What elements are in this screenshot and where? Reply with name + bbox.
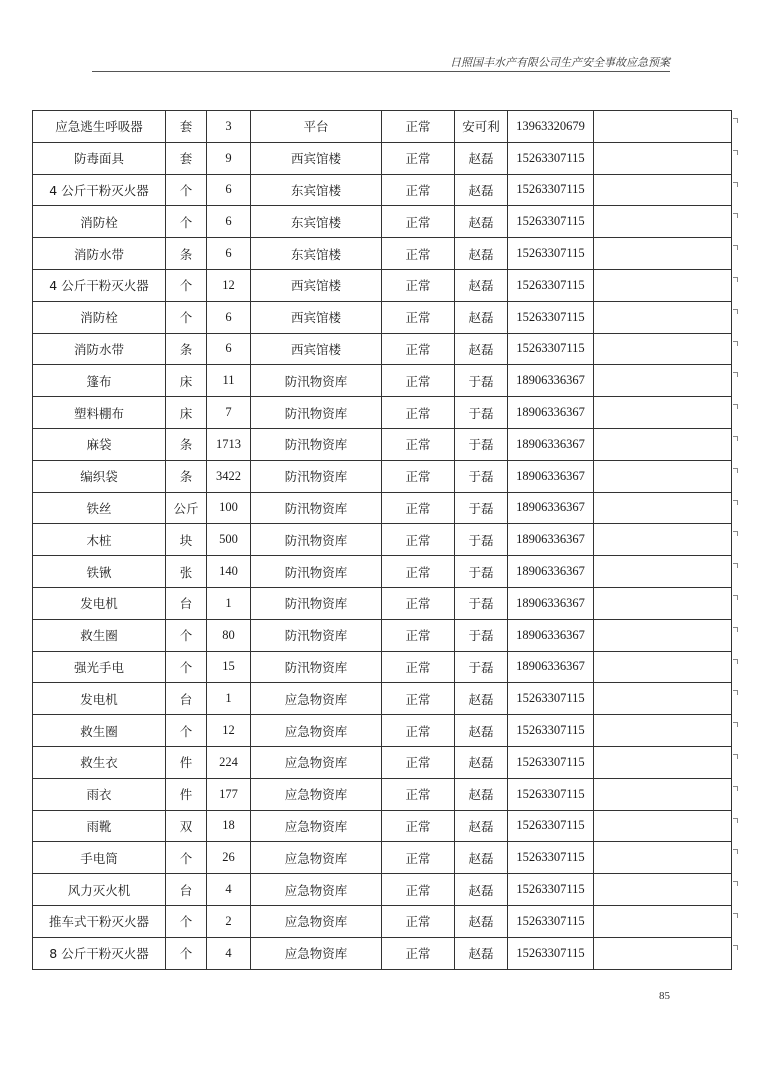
unit-cell: 条	[166, 238, 207, 270]
row-edge-mark	[733, 595, 738, 600]
item-name-cell: 篷布	[33, 365, 166, 397]
responsible-person-cell: 赵磊	[455, 905, 508, 937]
row-edge-mark	[733, 372, 738, 377]
quantity-cell: 1	[207, 683, 251, 715]
status-cell: 正常	[382, 715, 455, 747]
responsible-person-cell: 赵磊	[455, 142, 508, 174]
status-cell: 正常	[382, 524, 455, 556]
status-cell: 正常	[382, 905, 455, 937]
location-cell: 应急物资库	[251, 905, 382, 937]
table-row	[33, 492, 732, 524]
location-cell: 应急物资库	[251, 778, 382, 810]
page-number: 85	[659, 990, 670, 1002]
quantity-cell: 3	[207, 111, 251, 143]
unit-cell: 个	[166, 269, 207, 301]
item-name-cell: 雨靴	[33, 810, 166, 842]
table-row	[33, 142, 732, 174]
unit-cell: 张	[166, 556, 207, 588]
remark-cell	[594, 333, 732, 365]
unit-cell: 块	[166, 524, 207, 556]
quantity-cell: 1713	[207, 428, 251, 460]
unit-cell: 个	[166, 651, 207, 683]
row-edge-mark	[733, 436, 738, 441]
item-name-cell: 雨衣	[33, 778, 166, 810]
table-row	[33, 556, 732, 588]
unit-cell: 台	[166, 587, 207, 619]
status-cell: 正常	[382, 619, 455, 651]
phone-cell: 18906336367	[508, 397, 594, 429]
unit-cell: 件	[166, 746, 207, 778]
table-row	[33, 460, 732, 492]
quantity-cell: 7	[207, 397, 251, 429]
item-name-cell: 8 公斤干粉灭火器	[33, 937, 166, 969]
phone-cell: 15263307115	[508, 174, 594, 206]
location-cell: 西宾馆楼	[251, 269, 382, 301]
row-edge-mark	[733, 277, 738, 282]
row-edge-mark	[733, 118, 738, 123]
remark-cell	[594, 556, 732, 588]
table-row	[33, 937, 732, 969]
table-row	[33, 810, 732, 842]
phone-cell: 15263307115	[508, 905, 594, 937]
phone-cell: 15263307115	[508, 778, 594, 810]
responsible-person-cell: 赵磊	[455, 301, 508, 333]
remark-cell	[594, 365, 732, 397]
phone-cell: 18906336367	[508, 365, 594, 397]
item-name-cell: 风力灭火机	[33, 874, 166, 906]
table-row	[33, 746, 732, 778]
quantity-cell: 3422	[207, 460, 251, 492]
item-name-cell: 木桩	[33, 524, 166, 556]
responsible-person-cell: 赵磊	[455, 683, 508, 715]
phone-cell: 15263307115	[508, 810, 594, 842]
status-cell: 正常	[382, 365, 455, 397]
location-cell: 应急物资库	[251, 810, 382, 842]
unit-cell: 公斤	[166, 492, 207, 524]
phone-cell: 15263307115	[508, 301, 594, 333]
remark-cell	[594, 428, 732, 460]
remark-cell	[594, 301, 732, 333]
item-name-cell: 消防栓	[33, 301, 166, 333]
location-cell: 防汛物资库	[251, 460, 382, 492]
item-name-cell: 铁锹	[33, 556, 166, 588]
quantity-cell: 6	[207, 206, 251, 238]
quantity-cell: 140	[207, 556, 251, 588]
row-edge-mark	[733, 818, 738, 823]
unit-cell: 套	[166, 111, 207, 143]
remark-cell	[594, 746, 732, 778]
row-edge-mark	[733, 213, 738, 218]
quantity-cell: 26	[207, 842, 251, 874]
status-cell: 正常	[382, 746, 455, 778]
item-name-cell: 4 公斤干粉灭火器	[33, 269, 166, 301]
table-row	[33, 651, 732, 683]
row-edge-mark	[733, 309, 738, 314]
table-row	[33, 587, 732, 619]
remark-cell	[594, 142, 732, 174]
row-edge-mark	[733, 500, 738, 505]
status-cell: 正常	[382, 174, 455, 206]
status-cell: 正常	[382, 460, 455, 492]
location-cell: 防汛物资库	[251, 397, 382, 429]
row-edge-mark	[733, 913, 738, 918]
item-name-cell: 救生衣	[33, 746, 166, 778]
status-cell: 正常	[382, 492, 455, 524]
responsible-person-cell: 于磊	[455, 556, 508, 588]
remark-cell	[594, 492, 732, 524]
location-cell: 西宾馆楼	[251, 142, 382, 174]
phone-cell: 15263307115	[508, 142, 594, 174]
header-rule	[92, 71, 670, 72]
unit-cell: 个	[166, 842, 207, 874]
phone-cell: 15263307115	[508, 206, 594, 238]
phone-cell: 18906336367	[508, 556, 594, 588]
unit-cell: 个	[166, 905, 207, 937]
quantity-cell: 18	[207, 810, 251, 842]
row-edge-mark	[733, 627, 738, 632]
row-edge-mark	[733, 563, 738, 568]
item-name-cell: 推车式干粉灭火器	[33, 905, 166, 937]
unit-cell: 个	[166, 619, 207, 651]
row-edge-mark	[733, 945, 738, 950]
remark-cell	[594, 715, 732, 747]
table-row	[33, 269, 732, 301]
unit-cell: 双	[166, 810, 207, 842]
table-row	[33, 715, 732, 747]
item-name-cell: 防毒面具	[33, 142, 166, 174]
responsible-person-cell: 于磊	[455, 428, 508, 460]
table-row	[33, 301, 732, 333]
status-cell: 正常	[382, 937, 455, 969]
item-name-cell: 铁丝	[33, 492, 166, 524]
responsible-person-cell: 安可利	[455, 111, 508, 143]
responsible-person-cell: 赵磊	[455, 937, 508, 969]
phone-cell: 18906336367	[508, 524, 594, 556]
unit-cell: 床	[166, 365, 207, 397]
remark-cell	[594, 778, 732, 810]
location-cell: 防汛物资库	[251, 556, 382, 588]
phone-cell: 18906336367	[508, 651, 594, 683]
phone-cell: 15263307115	[508, 238, 594, 270]
status-cell: 正常	[382, 206, 455, 238]
unit-cell: 个	[166, 937, 207, 969]
remark-cell	[594, 269, 732, 301]
table-body	[33, 111, 732, 970]
quantity-cell: 4	[207, 937, 251, 969]
item-name-cell: 发电机	[33, 587, 166, 619]
responsible-person-cell: 于磊	[455, 524, 508, 556]
table-row	[33, 778, 732, 810]
quantity-cell: 15	[207, 651, 251, 683]
table-row	[33, 683, 732, 715]
row-edge-mark	[733, 754, 738, 759]
unit-cell: 台	[166, 683, 207, 715]
row-edge-mark	[733, 786, 738, 791]
document-header-title: 日照国丰水产有限公司生产安全事故应急预案	[450, 56, 670, 69]
quantity-cell: 12	[207, 715, 251, 747]
status-cell: 正常	[382, 810, 455, 842]
remark-cell	[594, 619, 732, 651]
row-edge-mark	[733, 849, 738, 854]
status-cell: 正常	[382, 269, 455, 301]
unit-cell: 条	[166, 428, 207, 460]
unit-cell: 台	[166, 874, 207, 906]
location-cell: 应急物资库	[251, 937, 382, 969]
location-cell: 应急物资库	[251, 715, 382, 747]
item-name-cell: 消防水带	[33, 238, 166, 270]
location-cell: 西宾馆楼	[251, 333, 382, 365]
location-cell: 东宾馆楼	[251, 174, 382, 206]
status-cell: 正常	[382, 301, 455, 333]
phone-cell: 13963320679	[508, 111, 594, 143]
unit-cell: 套	[166, 142, 207, 174]
remark-cell	[594, 683, 732, 715]
table-row	[33, 206, 732, 238]
phone-cell: 15263307115	[508, 746, 594, 778]
responsible-person-cell: 于磊	[455, 365, 508, 397]
table-row	[33, 874, 732, 906]
row-edge-mark	[733, 881, 738, 886]
status-cell: 正常	[382, 556, 455, 588]
responsible-person-cell: 于磊	[455, 619, 508, 651]
table-row	[33, 524, 732, 556]
location-cell: 西宾馆楼	[251, 301, 382, 333]
table-row	[33, 238, 732, 270]
table-row	[33, 333, 732, 365]
unit-cell: 床	[166, 397, 207, 429]
remark-cell	[594, 651, 732, 683]
emergency-supplies-table	[32, 110, 732, 970]
location-cell: 防汛物资库	[251, 587, 382, 619]
phone-cell: 15263307115	[508, 333, 594, 365]
location-cell: 防汛物资库	[251, 365, 382, 397]
location-cell: 防汛物资库	[251, 619, 382, 651]
phone-cell: 15263307115	[508, 683, 594, 715]
location-cell: 应急物资库	[251, 842, 382, 874]
remark-cell	[594, 810, 732, 842]
location-cell: 应急物资库	[251, 683, 382, 715]
unit-cell: 件	[166, 778, 207, 810]
responsible-person-cell: 赵磊	[455, 174, 508, 206]
unit-cell: 条	[166, 333, 207, 365]
responsible-person-cell: 赵磊	[455, 842, 508, 874]
remark-cell	[594, 111, 732, 143]
table-row	[33, 397, 732, 429]
unit-cell: 个	[166, 301, 207, 333]
phone-cell: 18906336367	[508, 587, 594, 619]
phone-cell: 15263307115	[508, 842, 594, 874]
quantity-cell: 177	[207, 778, 251, 810]
responsible-person-cell: 赵磊	[455, 238, 508, 270]
location-cell: 平台	[251, 111, 382, 143]
phone-cell: 15263307115	[508, 269, 594, 301]
quantity-cell: 4	[207, 874, 251, 906]
item-name-cell: 发电机	[33, 683, 166, 715]
quantity-cell: 6	[207, 301, 251, 333]
responsible-person-cell: 赵磊	[455, 715, 508, 747]
quantity-cell: 2	[207, 905, 251, 937]
quantity-cell: 12	[207, 269, 251, 301]
row-edge-mark	[733, 150, 738, 155]
status-cell: 正常	[382, 842, 455, 874]
phone-cell: 15263307115	[508, 715, 594, 747]
remark-cell	[594, 937, 732, 969]
table-row	[33, 842, 732, 874]
status-cell: 正常	[382, 778, 455, 810]
status-cell: 正常	[382, 111, 455, 143]
quantity-cell: 6	[207, 238, 251, 270]
item-name-cell: 麻袋	[33, 428, 166, 460]
table-row	[33, 619, 732, 651]
item-name-cell: 救生圈	[33, 715, 166, 747]
row-edge-mark	[733, 404, 738, 409]
table-row	[33, 174, 732, 206]
status-cell: 正常	[382, 587, 455, 619]
unit-cell: 条	[166, 460, 207, 492]
quantity-cell: 11	[207, 365, 251, 397]
responsible-person-cell: 赵磊	[455, 874, 508, 906]
item-name-cell: 消防栓	[33, 206, 166, 238]
responsible-person-cell: 赵磊	[455, 810, 508, 842]
row-edge-mark	[733, 531, 738, 536]
quantity-cell: 80	[207, 619, 251, 651]
responsible-person-cell: 赵磊	[455, 746, 508, 778]
status-cell: 正常	[382, 142, 455, 174]
item-name-cell: 救生圈	[33, 619, 166, 651]
table-row	[33, 111, 732, 143]
remark-cell	[594, 874, 732, 906]
status-cell: 正常	[382, 333, 455, 365]
row-edge-mark	[733, 659, 738, 664]
remark-cell	[594, 842, 732, 874]
item-name-cell: 应急逃生呼吸器	[33, 111, 166, 143]
responsible-person-cell: 于磊	[455, 587, 508, 619]
quantity-cell: 6	[207, 333, 251, 365]
status-cell: 正常	[382, 397, 455, 429]
table-row	[33, 365, 732, 397]
remark-cell	[594, 905, 732, 937]
quantity-cell: 9	[207, 142, 251, 174]
row-edge-mark	[733, 341, 738, 346]
unit-cell: 个	[166, 174, 207, 206]
table-row	[33, 905, 732, 937]
location-cell: 防汛物资库	[251, 524, 382, 556]
quantity-cell: 500	[207, 524, 251, 556]
unit-cell: 个	[166, 206, 207, 238]
remark-cell	[594, 174, 732, 206]
location-cell: 应急物资库	[251, 746, 382, 778]
quantity-cell: 6	[207, 174, 251, 206]
remark-cell	[594, 460, 732, 492]
phone-cell: 15263307115	[508, 874, 594, 906]
quantity-cell: 224	[207, 746, 251, 778]
responsible-person-cell: 于磊	[455, 460, 508, 492]
status-cell: 正常	[382, 238, 455, 270]
phone-cell: 15263307115	[508, 937, 594, 969]
responsible-person-cell: 于磊	[455, 492, 508, 524]
row-edge-mark	[733, 182, 738, 187]
item-name-cell: 编织袋	[33, 460, 166, 492]
unit-cell: 个	[166, 715, 207, 747]
quantity-cell: 1	[207, 587, 251, 619]
location-cell: 应急物资库	[251, 874, 382, 906]
remark-cell	[594, 524, 732, 556]
location-cell: 东宾馆楼	[251, 238, 382, 270]
status-cell: 正常	[382, 683, 455, 715]
table-row	[33, 428, 732, 460]
phone-cell: 18906336367	[508, 460, 594, 492]
row-edge-mark	[733, 245, 738, 250]
remark-cell	[594, 397, 732, 429]
quantity-cell: 100	[207, 492, 251, 524]
location-cell: 东宾馆楼	[251, 206, 382, 238]
location-cell: 防汛物资库	[251, 651, 382, 683]
item-name-cell: 塑料棚布	[33, 397, 166, 429]
location-cell: 防汛物资库	[251, 492, 382, 524]
responsible-person-cell: 赵磊	[455, 333, 508, 365]
item-name-cell: 强光手电	[33, 651, 166, 683]
remark-cell	[594, 238, 732, 270]
status-cell: 正常	[382, 651, 455, 683]
responsible-person-cell: 于磊	[455, 397, 508, 429]
phone-cell: 18906336367	[508, 619, 594, 651]
remark-cell	[594, 587, 732, 619]
location-cell: 防汛物资库	[251, 428, 382, 460]
status-cell: 正常	[382, 874, 455, 906]
status-cell: 正常	[382, 428, 455, 460]
remark-cell	[594, 206, 732, 238]
responsible-person-cell: 赵磊	[455, 206, 508, 238]
item-name-cell: 手电筒	[33, 842, 166, 874]
row-edge-mark	[733, 722, 738, 727]
phone-cell: 18906336367	[508, 492, 594, 524]
responsible-person-cell: 赵磊	[455, 269, 508, 301]
item-name-cell: 消防水带	[33, 333, 166, 365]
responsible-person-cell: 赵磊	[455, 778, 508, 810]
item-name-cell: 4 公斤干粉灭火器	[33, 174, 166, 206]
phone-cell: 18906336367	[508, 428, 594, 460]
row-edge-mark	[733, 468, 738, 473]
row-edge-mark	[733, 690, 738, 695]
responsible-person-cell: 于磊	[455, 651, 508, 683]
